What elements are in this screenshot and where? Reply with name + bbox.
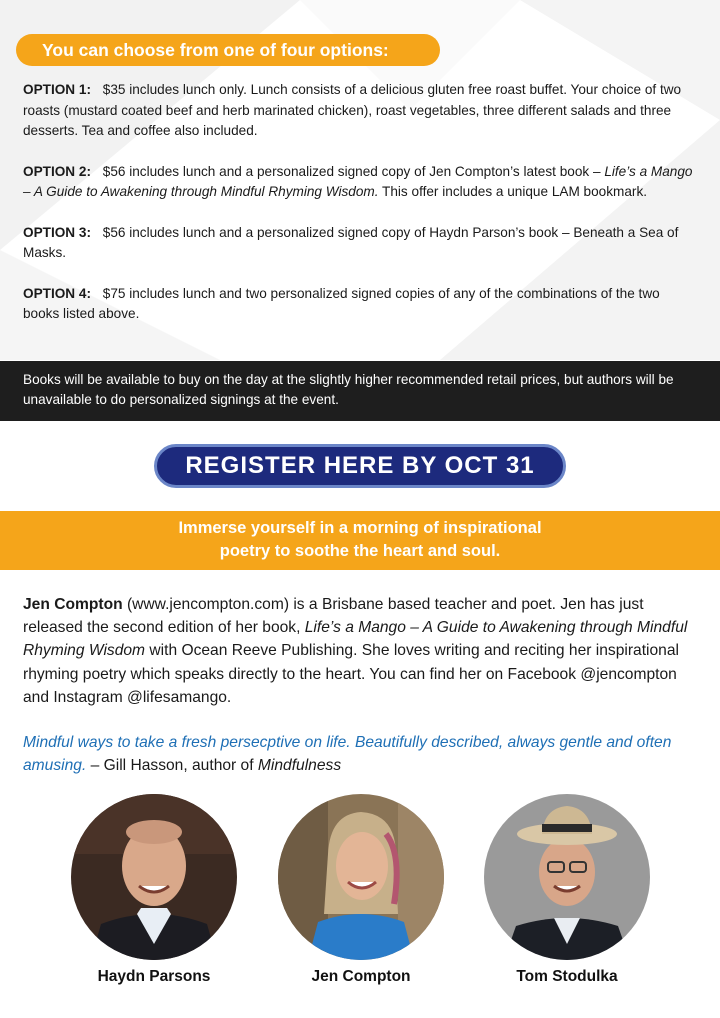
author-name: Jen Compton <box>23 596 123 613</box>
bio-text: (www.jencompton.com) is a Brisbane based teacher and poet. Jen has just released the second edition of her book, <box>23 596 644 637</box>
quote-text: Mindful ways to take a fresh persecptive on life. Beautifully described, always gentle and often amusing. <box>23 734 672 775</box>
speaker-card <box>69 794 239 986</box>
speakers-row <box>0 794 720 994</box>
book-title: Life’s a Mango – A Guide to Awakening through Mindful Rhyming Wisdom. <box>23 163 693 199</box>
speaker-name: Tom Stodulka <box>516 968 618 985</box>
option-text: $75 includes lunch and two personalized signed copies of any of the combinations of the two books listed above. <box>23 285 660 321</box>
speaker-photo-haydn <box>71 794 237 960</box>
speaker-name: Jen Compton <box>311 968 411 985</box>
speaker-card <box>276 794 446 986</box>
option-1 <box>23 80 699 142</box>
option-3 <box>23 223 699 264</box>
option-2 <box>23 162 699 203</box>
author-bio <box>23 593 699 709</box>
option-text: This offer includes a unique LAM bookmark. <box>382 184 648 199</box>
option-text: $35 includes lunch only. Lunch consists of a delicious gluten free roast buffet. Your choice of two roasts (mustard coated beef and herb marinated chicken), roast vegetables, three different salads and three desserts. Tea and coffee also included. <box>23 82 682 138</box>
speaker-photo-jen <box>278 794 444 960</box>
option-text: $56 includes lunch and a personalized signed copy of Haydn Parson’s book – Beneath a Sea of Masks. <box>23 224 679 260</box>
option-4 <box>23 284 699 325</box>
option-label: OPTION 2: <box>23 163 91 179</box>
option-text: $56 includes lunch and a personalized signed copy of Jen Compton’s latest book – <box>102 163 601 179</box>
options-list <box>23 80 699 345</box>
options-heading: You can choose from one of four options: <box>16 34 440 66</box>
bio-book-title: Life’s a Mango – A Guide to Awakening through Mindful Rhyming Wisdom <box>23 619 688 660</box>
speaker-name: Haydn Parsons <box>97 968 211 985</box>
books-notice: Books will be available to buy on the day at the slightly higher recommended retail prices, but authors will be unavailable to do personalized signings at the event. <box>0 361 720 421</box>
option-label: OPTION 3: <box>23 224 91 240</box>
option-label: OPTION 4: <box>23 285 91 301</box>
tagline-banner <box>0 511 720 570</box>
review-quote <box>23 731 699 777</box>
register-button[interactable]: REGISTER HERE BY OCT 31 <box>154 444 566 488</box>
speaker-card <box>482 794 652 986</box>
speaker-photo-tom <box>484 794 650 960</box>
quote-attribution: – Gill Hasson, author of <box>86 757 258 775</box>
option-label: OPTION 1: <box>23 82 91 97</box>
quote-source: Mindfulness <box>257 757 342 775</box>
tagline-line-1: Immerse yourself in a morning of inspirational <box>178 519 542 537</box>
bio-text: with Ocean Reeve Publishing. She loves writing and reciting her inspirational rhyming poetry which speaks directly to the heart. You can find her on Facebook @jencompton and Instagram @lifesamango. <box>23 642 679 706</box>
tagline-line-2: poetry to soothe the heart and soul. <box>219 542 501 560</box>
